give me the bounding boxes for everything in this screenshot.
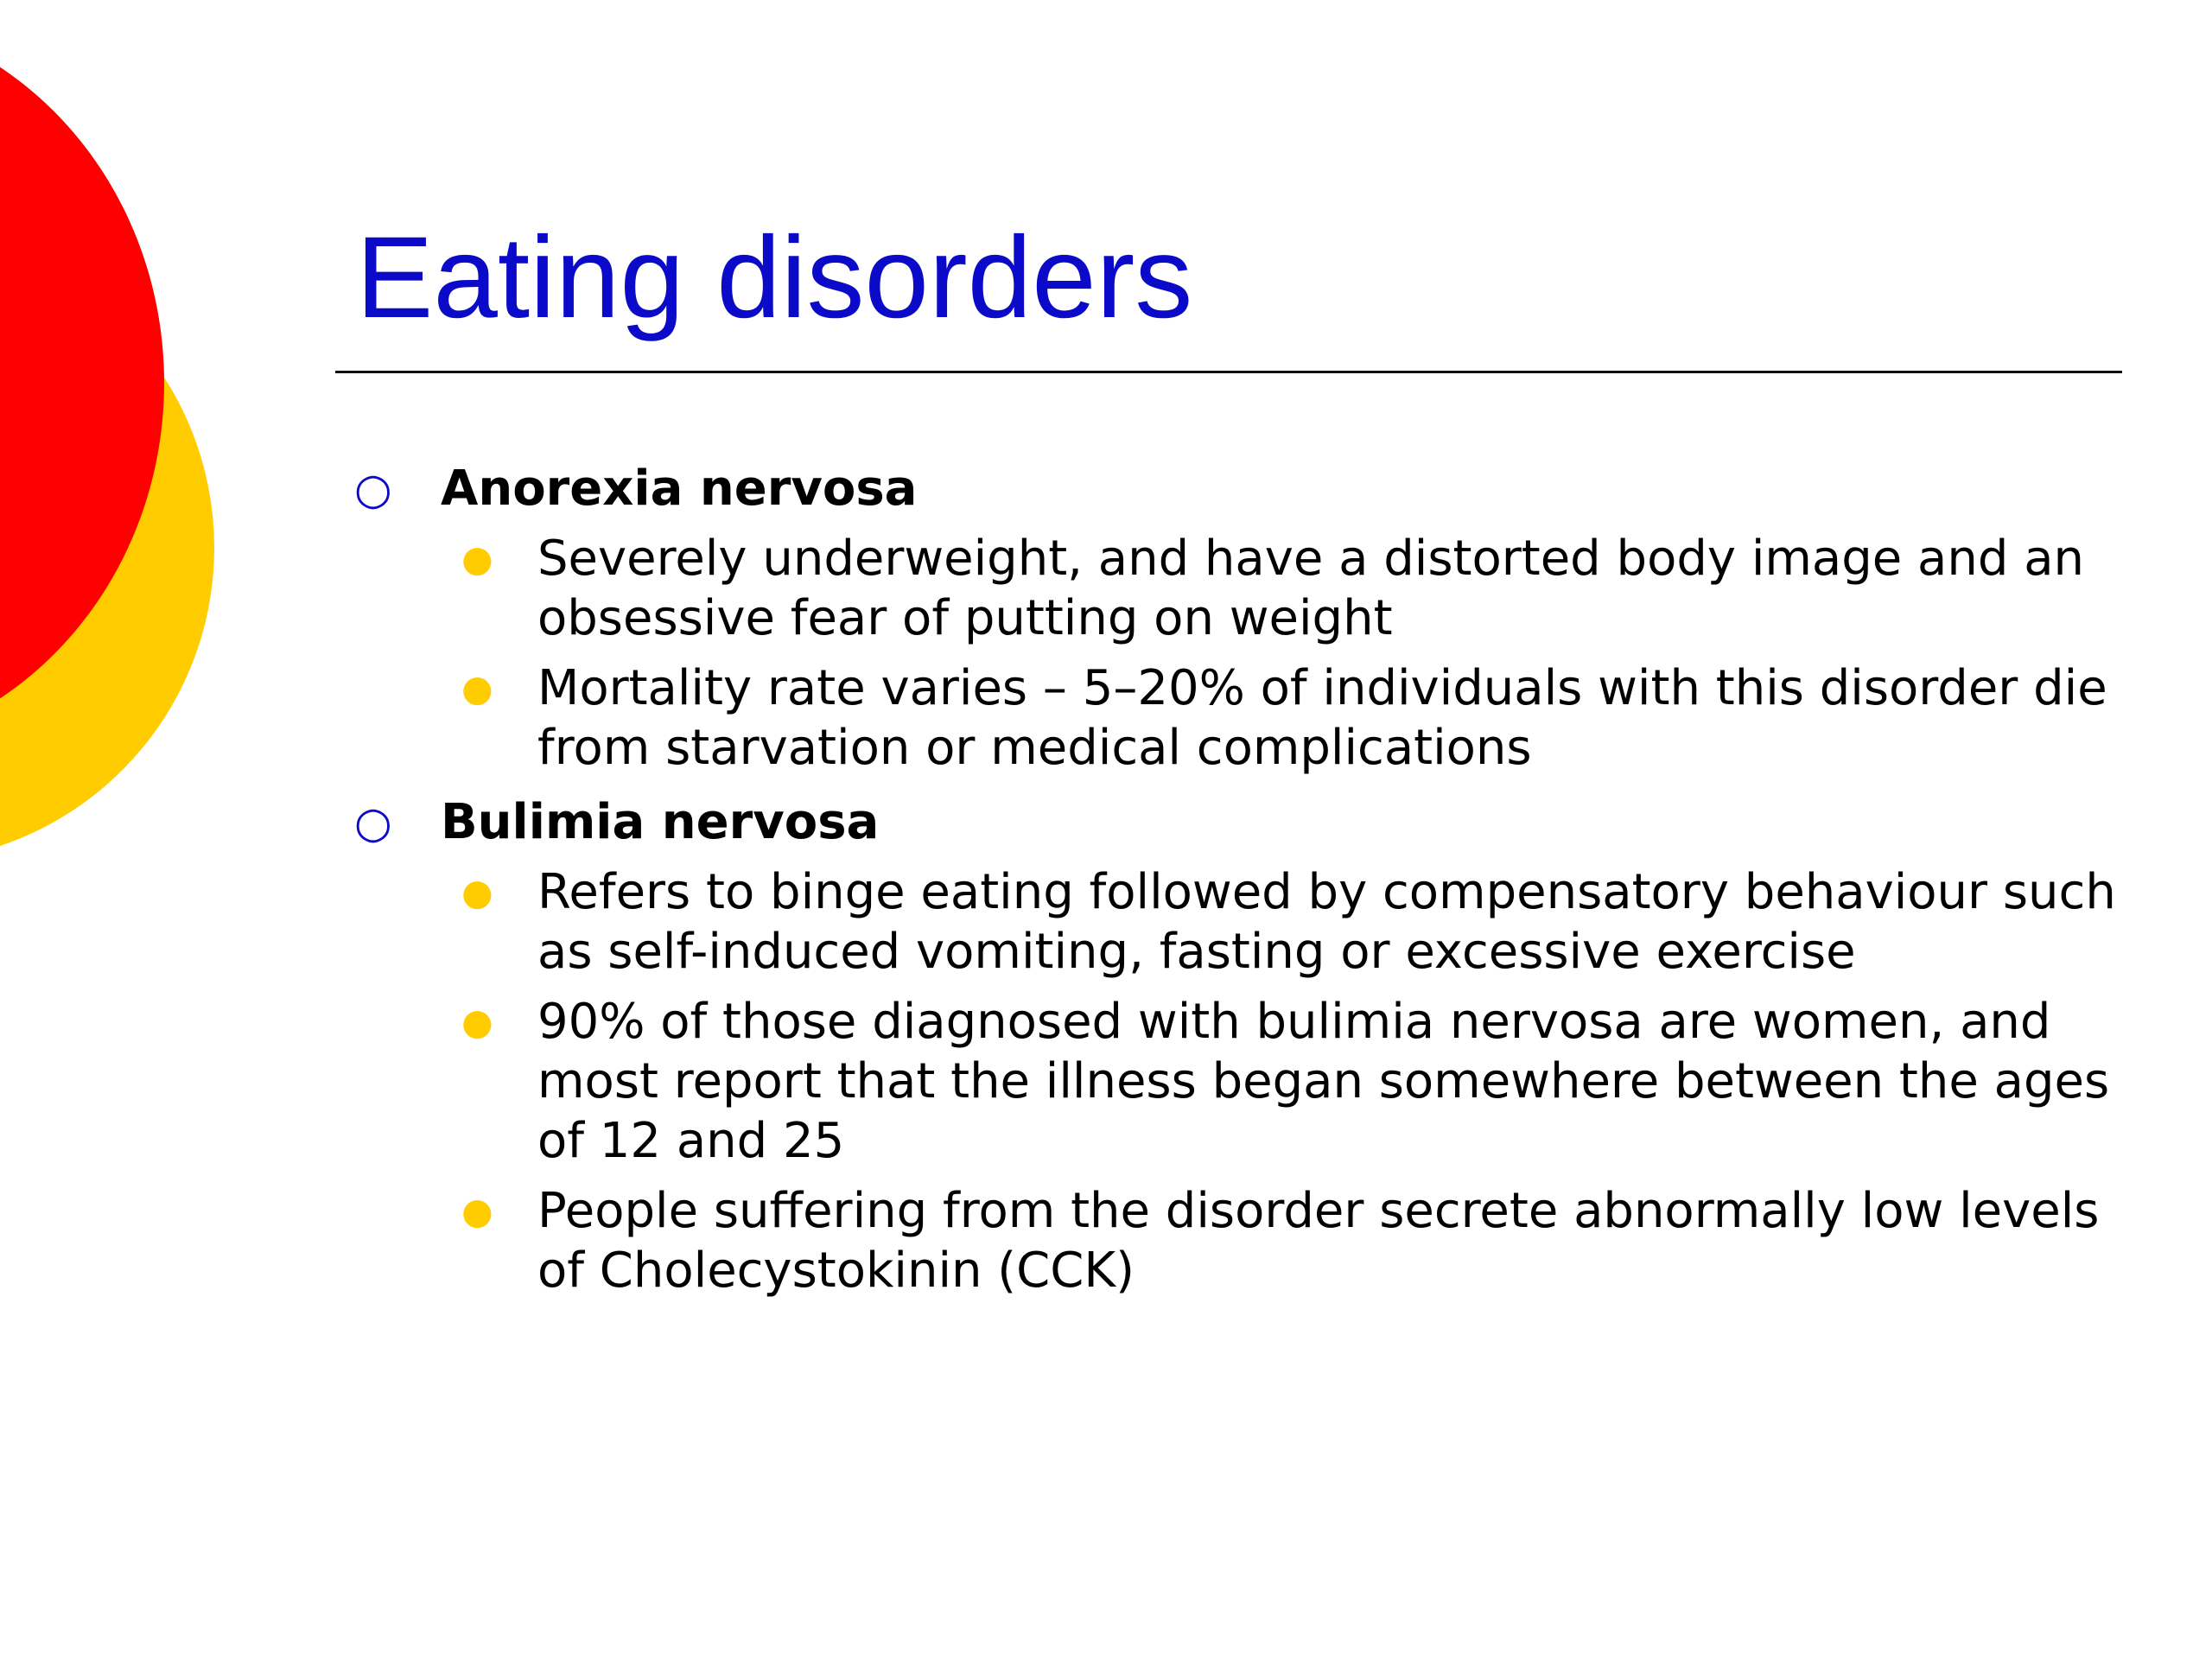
bullet-item-level1: [354, 788, 2126, 857]
dot-bullet-icon: ●: [461, 1001, 493, 1043]
bullet-text: Mortality rate varies – 5–20% of individuals with this disorder die from starvation or medical complications: [537, 660, 2107, 776]
slide-title: Eating disorders: [356, 213, 1193, 342]
sub-bullet-list: [354, 529, 2126, 778]
bullet-text: People suffering from the disorder secrete abnormally low levels of Cholecystokinin (CCK): [537, 1183, 2100, 1299]
dot-bullet-icon: ●: [461, 667, 493, 709]
bullet-item-level2: [354, 529, 2126, 648]
bullet-item-level2: [354, 658, 2126, 778]
section-anorexia-nervosa: [354, 454, 2126, 778]
bullet-text: Severely underweight, and have a distorted body image and an obsessive fear of putting on weight: [537, 531, 2085, 646]
title-divider: [335, 371, 2122, 373]
bullet-item-level2: [354, 1181, 2126, 1300]
slide-content: [354, 454, 2126, 1311]
section-bulimia-nervosa: [354, 788, 2126, 1300]
bullet-item-level1: [354, 454, 2126, 524]
section-heading: Anorexia nervosa: [441, 461, 918, 517]
hollow-circle-bullet-icon: ○: [354, 798, 392, 848]
bullet-text: Refers to binge eating followed by compensatory behaviour such as self-induced vomiting, fasting or excessive exercise: [537, 864, 2116, 980]
hollow-circle-bullet-icon: ○: [354, 464, 392, 514]
bullet-item-level2: [354, 992, 2126, 1171]
bullet-text: 90% of those diagnosed with bulimia nervosa are women, and most report that the illness began somewhere between the ages of 12 and 25: [537, 994, 2110, 1169]
dot-bullet-icon: ●: [461, 537, 493, 580]
bullet-item-level2: [354, 862, 2126, 982]
dot-bullet-icon: ●: [461, 1190, 493, 1232]
sub-bullet-list: [354, 862, 2126, 1300]
section-heading: Bulimia nervosa: [441, 794, 880, 850]
dot-bullet-icon: ●: [461, 871, 493, 913]
